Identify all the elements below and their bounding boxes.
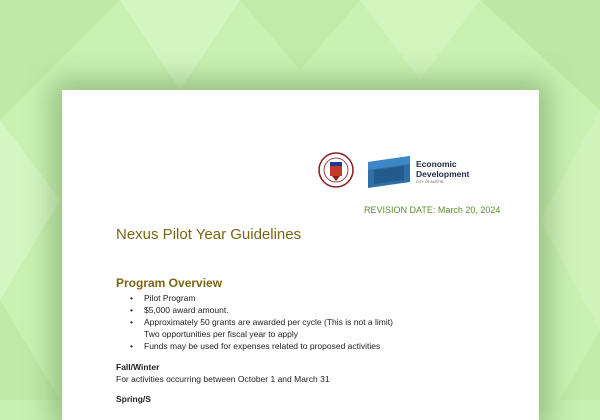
- bullet-icon: •: [130, 341, 133, 351]
- next-section-heading: Spring/S: [116, 394, 151, 404]
- city-seal-icon: [318, 152, 354, 188]
- program-overview-heading: Program Overview: [116, 276, 223, 290]
- fall-winter-text: For activities occurring between October 1 and March 31: [116, 374, 330, 384]
- fall-winter-heading: Fall/Winter: [116, 362, 160, 372]
- document-title: Nexus Pilot Year Guidelines: [116, 226, 302, 243]
- bullet-icon: •: [130, 317, 133, 327]
- logo-subtitle: CITY OF AUSTIN: [416, 180, 444, 184]
- overview-bullet-list: [130, 292, 393, 352]
- logo-name-line1: Economic: [416, 159, 457, 169]
- list-item: • $5,000 award amount.: [130, 305, 229, 315]
- bullet-icon: •: [130, 305, 133, 315]
- list-item: • Pilot Program: [130, 293, 196, 303]
- economic-development-logo-icon: [364, 152, 414, 190]
- list-item: Two opportunities per fiscal year to apply: [144, 329, 299, 339]
- bullet-icon: •: [130, 293, 133, 303]
- list-item: • Funds may be used for expenses related to proposed activities: [130, 341, 381, 351]
- logo-name-line2: Development: [416, 168, 470, 179]
- list-item: • Approximately 50 grants are awarded per cycle (This is not a limit): [130, 317, 393, 327]
- logo-name: [416, 160, 469, 179]
- revision-date: REVISION DATE: March 20, 2024: [364, 205, 501, 215]
